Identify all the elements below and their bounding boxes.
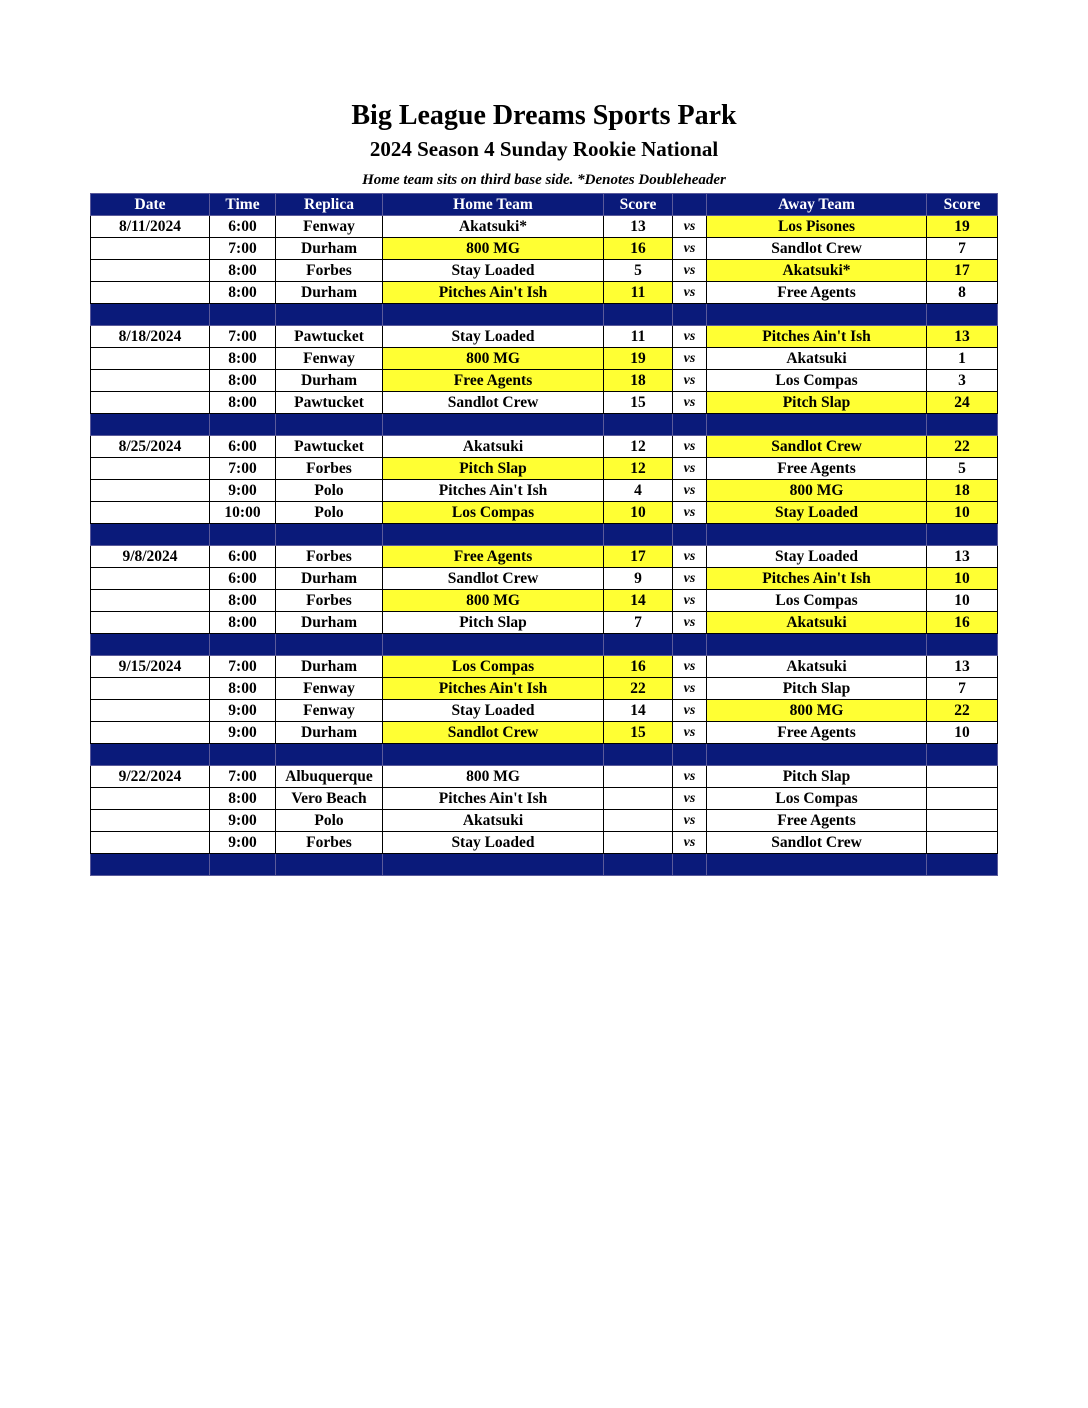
away-score: 5 bbox=[927, 458, 998, 480]
header-row bbox=[91, 194, 998, 216]
separator-cell bbox=[276, 634, 383, 656]
separator-cell bbox=[927, 414, 998, 436]
away-team: 800 MG bbox=[707, 480, 927, 502]
vs-label: vs bbox=[673, 348, 707, 370]
away-team: Akatsuki* bbox=[707, 260, 927, 282]
game-replica: Forbes bbox=[276, 546, 383, 568]
away-team: Free Agents bbox=[707, 810, 927, 832]
game-replica: Durham bbox=[276, 656, 383, 678]
separator-cell bbox=[383, 744, 604, 766]
away-score: 10 bbox=[927, 590, 998, 612]
away-score: 10 bbox=[927, 568, 998, 590]
vs-label: vs bbox=[673, 436, 707, 458]
week-separator-row bbox=[91, 744, 998, 766]
home-score bbox=[604, 766, 673, 788]
home-team: 800 MG bbox=[383, 590, 604, 612]
separator-cell bbox=[383, 854, 604, 876]
away-score: 7 bbox=[927, 678, 998, 700]
home-team: Pitch Slap bbox=[383, 458, 604, 480]
game-time: 8:00 bbox=[210, 590, 276, 612]
game-time: 6:00 bbox=[210, 216, 276, 238]
game-row bbox=[91, 260, 998, 282]
schedule-body bbox=[91, 216, 998, 876]
home-score: 5 bbox=[604, 260, 673, 282]
separator-cell bbox=[210, 854, 276, 876]
away-team: Free Agents bbox=[707, 282, 927, 304]
col-header-date: Date bbox=[91, 194, 210, 216]
away-team: Los Pisones bbox=[707, 216, 927, 238]
home-team: Stay Loaded bbox=[383, 260, 604, 282]
game-time: 9:00 bbox=[210, 480, 276, 502]
home-score bbox=[604, 788, 673, 810]
vs-label: vs bbox=[673, 612, 707, 634]
vs-label: vs bbox=[673, 392, 707, 414]
home-team: 800 MG bbox=[383, 348, 604, 370]
separator-cell bbox=[383, 634, 604, 656]
separator-cell bbox=[673, 304, 707, 326]
home-score: 13 bbox=[604, 216, 673, 238]
separator-cell bbox=[91, 744, 210, 766]
game-replica: Forbes bbox=[276, 832, 383, 854]
game-date bbox=[91, 348, 210, 370]
game-replica: Durham bbox=[276, 612, 383, 634]
game-time: 6:00 bbox=[210, 568, 276, 590]
separator-cell bbox=[383, 304, 604, 326]
game-row bbox=[91, 612, 998, 634]
game-time: 7:00 bbox=[210, 766, 276, 788]
home-score: 15 bbox=[604, 392, 673, 414]
game-date bbox=[91, 810, 210, 832]
game-row bbox=[91, 568, 998, 590]
game-date bbox=[91, 238, 210, 260]
game-date bbox=[91, 832, 210, 854]
away-score: 19 bbox=[927, 216, 998, 238]
away-team: Free Agents bbox=[707, 722, 927, 744]
game-time: 6:00 bbox=[210, 436, 276, 458]
home-score: 4 bbox=[604, 480, 673, 502]
home-team: Sandlot Crew bbox=[383, 568, 604, 590]
home-team: Los Compas bbox=[383, 656, 604, 678]
game-time: 7:00 bbox=[210, 458, 276, 480]
away-score: 10 bbox=[927, 502, 998, 524]
vs-label: vs bbox=[673, 590, 707, 612]
away-score: 24 bbox=[927, 392, 998, 414]
game-replica: Durham bbox=[276, 568, 383, 590]
game-date bbox=[91, 370, 210, 392]
game-date bbox=[91, 282, 210, 304]
separator-cell bbox=[707, 634, 927, 656]
home-score: 16 bbox=[604, 238, 673, 260]
game-time: 7:00 bbox=[210, 656, 276, 678]
away-score: 3 bbox=[927, 370, 998, 392]
away-team: Stay Loaded bbox=[707, 546, 927, 568]
vs-label: vs bbox=[673, 766, 707, 788]
separator-cell bbox=[604, 634, 673, 656]
away-team: Pitch Slap bbox=[707, 392, 927, 414]
game-row bbox=[91, 480, 998, 502]
vs-label: vs bbox=[673, 458, 707, 480]
home-team: Free Agents bbox=[383, 546, 604, 568]
vs-label: vs bbox=[673, 656, 707, 678]
game-time: 8:00 bbox=[210, 392, 276, 414]
game-row bbox=[91, 766, 998, 788]
vs-label: vs bbox=[673, 370, 707, 392]
home-score: 7 bbox=[604, 612, 673, 634]
separator-cell bbox=[210, 304, 276, 326]
separator-cell bbox=[927, 744, 998, 766]
separator-cell bbox=[927, 634, 998, 656]
separator-cell bbox=[604, 414, 673, 436]
game-replica: Forbes bbox=[276, 260, 383, 282]
home-team: Sandlot Crew bbox=[383, 722, 604, 744]
separator-cell bbox=[276, 524, 383, 546]
separator-cell bbox=[707, 854, 927, 876]
separator-cell bbox=[276, 854, 383, 876]
home-score: 10 bbox=[604, 502, 673, 524]
separator-cell bbox=[604, 744, 673, 766]
game-date bbox=[91, 678, 210, 700]
away-score bbox=[927, 766, 998, 788]
separator-cell bbox=[91, 524, 210, 546]
home-team: Akatsuki bbox=[383, 810, 604, 832]
away-team: Pitch Slap bbox=[707, 766, 927, 788]
col-header-away-team: Away Team bbox=[707, 194, 927, 216]
away-score: 10 bbox=[927, 722, 998, 744]
home-team: 800 MG bbox=[383, 238, 604, 260]
game-row bbox=[91, 678, 998, 700]
vs-label: vs bbox=[673, 282, 707, 304]
game-row bbox=[91, 546, 998, 568]
game-row bbox=[91, 282, 998, 304]
game-replica: Durham bbox=[276, 238, 383, 260]
game-replica: Vero Beach bbox=[276, 788, 383, 810]
game-date: 8/25/2024 bbox=[91, 436, 210, 458]
game-date bbox=[91, 260, 210, 282]
away-team: Akatsuki bbox=[707, 656, 927, 678]
away-score: 22 bbox=[927, 700, 998, 722]
away-team: Pitches Ain't Ish bbox=[707, 326, 927, 348]
home-score: 12 bbox=[604, 436, 673, 458]
home-score: 16 bbox=[604, 656, 673, 678]
game-row bbox=[91, 810, 998, 832]
game-time: 9:00 bbox=[210, 810, 276, 832]
away-score bbox=[927, 788, 998, 810]
separator-cell bbox=[276, 414, 383, 436]
game-replica: Forbes bbox=[276, 458, 383, 480]
away-team: Free Agents bbox=[707, 458, 927, 480]
separator-cell bbox=[604, 304, 673, 326]
col-header-time: Time bbox=[210, 194, 276, 216]
separator-cell bbox=[927, 304, 998, 326]
vs-label: vs bbox=[673, 260, 707, 282]
game-time: 8:00 bbox=[210, 282, 276, 304]
vs-label: vs bbox=[673, 810, 707, 832]
home-score: 14 bbox=[604, 700, 673, 722]
game-date: 8/11/2024 bbox=[91, 216, 210, 238]
game-date bbox=[91, 458, 210, 480]
home-score bbox=[604, 810, 673, 832]
vs-label: vs bbox=[673, 832, 707, 854]
home-team: Stay Loaded bbox=[383, 700, 604, 722]
game-time: 8:00 bbox=[210, 260, 276, 282]
away-team: Los Compas bbox=[707, 788, 927, 810]
game-row bbox=[91, 700, 998, 722]
game-time: 7:00 bbox=[210, 238, 276, 260]
away-score: 17 bbox=[927, 260, 998, 282]
game-replica: Pawtucket bbox=[276, 326, 383, 348]
separator-cell bbox=[210, 634, 276, 656]
home-team: Pitches Ain't Ish bbox=[383, 282, 604, 304]
home-score bbox=[604, 832, 673, 854]
home-team: Pitches Ain't Ish bbox=[383, 788, 604, 810]
game-time: 7:00 bbox=[210, 326, 276, 348]
week-separator-row bbox=[91, 524, 998, 546]
vs-label: vs bbox=[673, 722, 707, 744]
game-time: 9:00 bbox=[210, 722, 276, 744]
game-replica: Fenway bbox=[276, 678, 383, 700]
away-score: 8 bbox=[927, 282, 998, 304]
page-title: Big League Dreams Sports Park bbox=[351, 100, 737, 131]
vs-label: vs bbox=[673, 502, 707, 524]
separator-cell bbox=[91, 634, 210, 656]
game-row bbox=[91, 502, 998, 524]
game-replica: Polo bbox=[276, 502, 383, 524]
game-time: 9:00 bbox=[210, 832, 276, 854]
game-date bbox=[91, 700, 210, 722]
away-score: 22 bbox=[927, 436, 998, 458]
game-replica: Durham bbox=[276, 282, 383, 304]
home-score: 11 bbox=[604, 326, 673, 348]
game-row bbox=[91, 392, 998, 414]
game-date bbox=[91, 612, 210, 634]
separator-cell bbox=[383, 414, 604, 436]
separator-cell bbox=[707, 304, 927, 326]
home-score: 15 bbox=[604, 722, 673, 744]
game-replica: Fenway bbox=[276, 700, 383, 722]
home-team: Akatsuki* bbox=[383, 216, 604, 238]
vs-label: vs bbox=[673, 788, 707, 810]
game-row bbox=[91, 370, 998, 392]
separator-cell bbox=[707, 524, 927, 546]
game-replica: Fenway bbox=[276, 216, 383, 238]
home-team: Pitches Ain't Ish bbox=[383, 678, 604, 700]
away-score: 7 bbox=[927, 238, 998, 260]
separator-cell bbox=[91, 414, 210, 436]
home-team: Sandlot Crew bbox=[383, 392, 604, 414]
game-row bbox=[91, 832, 998, 854]
separator-cell bbox=[673, 744, 707, 766]
separator-cell bbox=[210, 524, 276, 546]
away-team: Los Compas bbox=[707, 370, 927, 392]
game-row bbox=[91, 216, 998, 238]
vs-label: vs bbox=[673, 546, 707, 568]
game-replica: Durham bbox=[276, 722, 383, 744]
home-score: 19 bbox=[604, 348, 673, 370]
home-score: 9 bbox=[604, 568, 673, 590]
col-header-home-team: Home Team bbox=[383, 194, 604, 216]
vs-label: vs bbox=[673, 568, 707, 590]
away-score bbox=[927, 832, 998, 854]
away-score: 13 bbox=[927, 326, 998, 348]
week-separator-row bbox=[91, 854, 998, 876]
game-row bbox=[91, 788, 998, 810]
game-date bbox=[91, 722, 210, 744]
home-team: Pitches Ain't Ish bbox=[383, 480, 604, 502]
home-score: 12 bbox=[604, 458, 673, 480]
game-replica: Pawtucket bbox=[276, 436, 383, 458]
separator-cell bbox=[276, 304, 383, 326]
separator-cell bbox=[673, 854, 707, 876]
home-score: 22 bbox=[604, 678, 673, 700]
game-row bbox=[91, 326, 998, 348]
separator-cell bbox=[604, 854, 673, 876]
home-score: 18 bbox=[604, 370, 673, 392]
separator-cell bbox=[210, 744, 276, 766]
game-time: 8:00 bbox=[210, 678, 276, 700]
game-date bbox=[91, 788, 210, 810]
game-row bbox=[91, 436, 998, 458]
separator-cell bbox=[673, 634, 707, 656]
game-time: 8:00 bbox=[210, 370, 276, 392]
game-replica: Albuquerque bbox=[276, 766, 383, 788]
home-team: Los Compas bbox=[383, 502, 604, 524]
vs-label: vs bbox=[673, 678, 707, 700]
col-header-home-score: Score bbox=[604, 194, 673, 216]
away-score: 18 bbox=[927, 480, 998, 502]
game-time: 8:00 bbox=[210, 612, 276, 634]
vs-label: vs bbox=[673, 700, 707, 722]
away-score bbox=[927, 810, 998, 832]
away-score: 1 bbox=[927, 348, 998, 370]
home-team: 800 MG bbox=[383, 766, 604, 788]
away-team: Pitches Ain't Ish bbox=[707, 568, 927, 590]
away-team: Pitch Slap bbox=[707, 678, 927, 700]
home-team: Akatsuki bbox=[383, 436, 604, 458]
away-team: Stay Loaded bbox=[707, 502, 927, 524]
schedule-note: Home team sits on third base side. *Denotes Doubleheader bbox=[362, 172, 726, 188]
game-row bbox=[91, 458, 998, 480]
col-header-vs bbox=[673, 194, 707, 216]
separator-cell bbox=[707, 414, 927, 436]
separator-cell bbox=[383, 524, 604, 546]
game-replica: Polo bbox=[276, 810, 383, 832]
game-date bbox=[91, 480, 210, 502]
game-time: 6:00 bbox=[210, 546, 276, 568]
week-separator-row bbox=[91, 414, 998, 436]
game-date: 9/22/2024 bbox=[91, 766, 210, 788]
game-date: 8/18/2024 bbox=[91, 326, 210, 348]
game-replica: Durham bbox=[276, 370, 383, 392]
col-header-replica: Replica bbox=[276, 194, 383, 216]
away-team: Sandlot Crew bbox=[707, 832, 927, 854]
game-replica: Polo bbox=[276, 480, 383, 502]
separator-cell bbox=[927, 854, 998, 876]
home-score: 17 bbox=[604, 546, 673, 568]
separator-cell bbox=[673, 414, 707, 436]
game-row bbox=[91, 722, 998, 744]
game-date bbox=[91, 568, 210, 590]
away-team: Akatsuki bbox=[707, 348, 927, 370]
separator-cell bbox=[91, 854, 210, 876]
away-team: Sandlot Crew bbox=[707, 436, 927, 458]
vs-label: vs bbox=[673, 238, 707, 260]
separator-cell bbox=[707, 744, 927, 766]
game-time: 8:00 bbox=[210, 348, 276, 370]
game-time: 8:00 bbox=[210, 788, 276, 810]
away-team: Sandlot Crew bbox=[707, 238, 927, 260]
game-row bbox=[91, 348, 998, 370]
away-team: 800 MG bbox=[707, 700, 927, 722]
separator-cell bbox=[210, 414, 276, 436]
week-separator-row bbox=[91, 304, 998, 326]
game-replica: Forbes bbox=[276, 590, 383, 612]
vs-label: vs bbox=[673, 326, 707, 348]
game-date: 9/8/2024 bbox=[91, 546, 210, 568]
week-separator-row bbox=[91, 634, 998, 656]
game-date bbox=[91, 392, 210, 414]
separator-cell bbox=[927, 524, 998, 546]
game-replica: Fenway bbox=[276, 348, 383, 370]
page-subtitle: 2024 Season 4 Sunday Rookie National bbox=[369, 137, 719, 161]
home-score: 14 bbox=[604, 590, 673, 612]
game-row bbox=[91, 590, 998, 612]
away-team: Akatsuki bbox=[707, 612, 927, 634]
game-replica: Pawtucket bbox=[276, 392, 383, 414]
away-score: 13 bbox=[927, 546, 998, 568]
away-score: 16 bbox=[927, 612, 998, 634]
game-time: 9:00 bbox=[210, 700, 276, 722]
home-team: Stay Loaded bbox=[383, 832, 604, 854]
separator-cell bbox=[91, 304, 210, 326]
separator-cell bbox=[276, 744, 383, 766]
separator-cell bbox=[673, 524, 707, 546]
game-row bbox=[91, 238, 998, 260]
game-date bbox=[91, 502, 210, 524]
home-team: Pitch Slap bbox=[383, 612, 604, 634]
vs-label: vs bbox=[673, 216, 707, 238]
col-header-away-score: Score bbox=[927, 194, 998, 216]
away-score: 13 bbox=[927, 656, 998, 678]
home-team: Free Agents bbox=[383, 370, 604, 392]
game-row bbox=[91, 656, 998, 678]
game-date bbox=[91, 590, 210, 612]
home-team: Stay Loaded bbox=[383, 326, 604, 348]
away-team: Los Compas bbox=[707, 590, 927, 612]
home-score: 11 bbox=[604, 282, 673, 304]
separator-cell bbox=[604, 524, 673, 546]
game-date: 9/15/2024 bbox=[91, 656, 210, 678]
game-time: 10:00 bbox=[210, 502, 276, 524]
schedule-table bbox=[90, 193, 998, 876]
vs-label: vs bbox=[673, 480, 707, 502]
